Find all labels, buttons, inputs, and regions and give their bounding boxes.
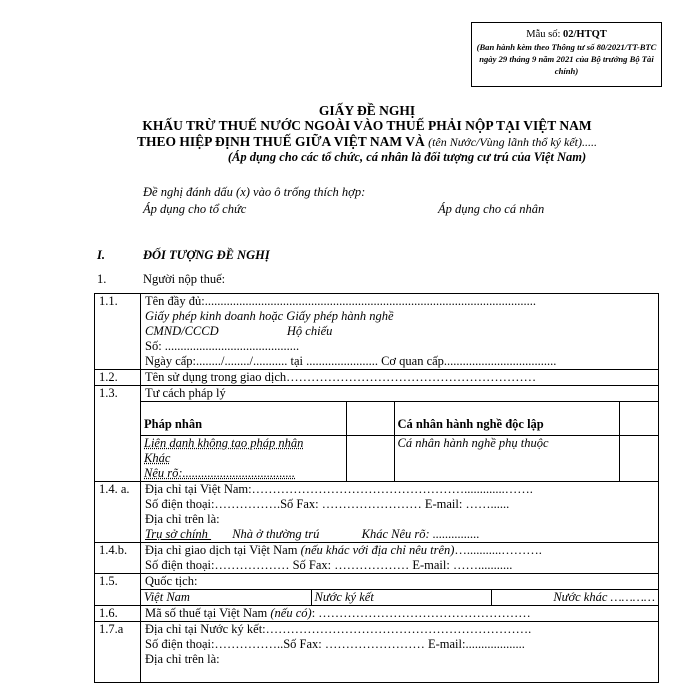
dependent-professional-label: Cá nhân hành nghề phụ thuộc (394, 436, 619, 482)
passport-option[interactable]: Hộ chiếu (286, 324, 333, 338)
contact-field[interactable]: Số điện thoại:…………….Số Fax: …………………… E-mail: ……...... (145, 497, 510, 511)
specify-address-field[interactable]: Nêu rõ: ............... (391, 527, 480, 541)
head-office-option[interactable]: Trụ sở chính (145, 527, 212, 541)
table-row (95, 482, 659, 543)
row-number: 1.5. (95, 574, 141, 606)
instruction-text: Đề nghị đánh dấu (x) vào ô trống thích hợp: (143, 185, 366, 199)
full-name-field[interactable]: Tên đầy đủ:.......................................................................................................... (145, 294, 536, 308)
nationality-options (141, 589, 658, 605)
specify-field[interactable]: Nêu rõ:.................................... (144, 466, 296, 480)
other-label: Khác (144, 451, 171, 465)
row-number: 1.4. a. (95, 482, 141, 543)
row-number: 1.7.a (95, 622, 141, 683)
foreign-contact-field[interactable]: Số điện thoại:……………..Số Fax: …………………… E-mail:................... (145, 637, 525, 651)
table-row (95, 294, 659, 370)
table-row (95, 574, 659, 606)
table-row (95, 386, 659, 482)
row-number: 1.3. (95, 386, 141, 482)
permanent-residence-option[interactable]: Nhà ở thường trú (232, 527, 323, 541)
legal-entity-label: Pháp nhân (141, 402, 346, 436)
legal-status-options (141, 401, 658, 481)
legal-status-cell (141, 386, 659, 482)
id-number-field[interactable]: Số: ........................................... (145, 339, 300, 353)
apply-individual-option[interactable] (438, 202, 544, 217)
apply-individual-label: Áp dụng cho cá nhân (438, 202, 545, 216)
form-code: 02/HTQT (562, 29, 607, 40)
id-card-option[interactable]: CMND/CCCD (145, 324, 222, 338)
title-line-3-main: THEO HIỆP ĐỊNH THUẾ GIỮA VIỆT NAM VÀ (137, 134, 429, 149)
issue-date-place-field[interactable]: Ngày cấp:......../......../........... tại ....................... Cơ quan cấp.................................... (145, 354, 557, 368)
table-row (95, 370, 659, 386)
nationality-signed-country-option[interactable]: Nước ký kết (311, 590, 491, 606)
section-1-title: ĐỐI TƯỢNG ĐỀ NGHỊ (143, 248, 270, 262)
taxpayer-info-table (94, 293, 659, 683)
transaction-address-field[interactable]: Địa chỉ giao dịch tại Việt Nam (nếu khác với địa chỉ nêu trên)…...........………. (145, 543, 542, 557)
title-line-3-note: (tên Nước/Vùng lãnh thổ ký kết)..... (428, 135, 597, 149)
row-number: 1.4.b. (95, 543, 141, 574)
section-1-number: I. (97, 248, 105, 262)
nationality-vietnam-option[interactable]: Việt Nam (141, 590, 311, 606)
legal-status-title: Tư cách pháp lý (145, 386, 226, 400)
table-row (95, 606, 659, 622)
title-line-2: KHẤU TRỪ THUẾ NƯỚC NGOÀI VÀO THUẾ PHẢI NỘP TẠI VIỆT NAM (142, 118, 592, 133)
tax-code-field[interactable]: Mã số thuế tại Việt Nam (nếu có): …………………………………………… (141, 606, 659, 622)
row-number: 1.1. (95, 294, 141, 370)
table-row (95, 543, 659, 574)
apply-organization-option[interactable] (143, 202, 246, 217)
foreign-address-field[interactable]: Địa chỉ tại Nước ký kết:………………………………………………………. (145, 622, 532, 636)
transaction-contact-field[interactable]: Số điện thoại:……………… Số Fax: ……………… E-mail: ……........... (145, 558, 513, 572)
item-1-label: Người nộp thuế: (143, 272, 226, 286)
trade-name-field[interactable]: Tên sử dụng trong giao dịch…………………………………………………… (141, 370, 659, 386)
other-address-option[interactable]: Khác (361, 527, 392, 541)
form-code-label: Mẫu số: (526, 29, 563, 40)
foreign-address-type-label: Địa chỉ trên là: (145, 652, 220, 666)
nationality-label: Quốc tịch: (145, 574, 198, 588)
apply-organization-label: Áp dụng cho tổ chức (143, 202, 247, 216)
table-row (95, 622, 659, 683)
business-license-option[interactable]: Giấy phép kinh doanh hoặc Giấy phép hành nghề (145, 309, 394, 323)
row-number: 1.2. (95, 370, 141, 386)
item-1-number: 1. (97, 272, 107, 286)
form-issuance-note: (Ban hành kèm theo Thông tư số 80/2021/TT-BTC ngày 29 tháng 9 năm 2021 của Bộ trưởng Bộ Tài chính) (476, 42, 657, 76)
joint-venture-label: Liên danh không tạo pháp nhân (144, 436, 304, 450)
independent-professional-label: Cá nhân hành nghề độc lập (394, 402, 619, 436)
form-number-box (471, 22, 662, 87)
title-line-4: (Áp dụng cho các tổ chức, cá nhân là đối tượng cư trú của Việt Nam) (227, 150, 587, 164)
title-line-1: GIẤY ĐỀ NGHỊ (318, 103, 416, 118)
row-content (141, 294, 659, 370)
address-type-label: Địa chỉ trên là: (145, 512, 220, 526)
row-number: 1.6. (95, 606, 141, 622)
title-line-3 (0, 134, 700, 150)
vn-address-field[interactable]: Địa chỉ tại Việt Nam:…………………………………………….............……. (145, 482, 533, 496)
nationality-other-option[interactable]: Nước khác ………… (491, 590, 658, 606)
